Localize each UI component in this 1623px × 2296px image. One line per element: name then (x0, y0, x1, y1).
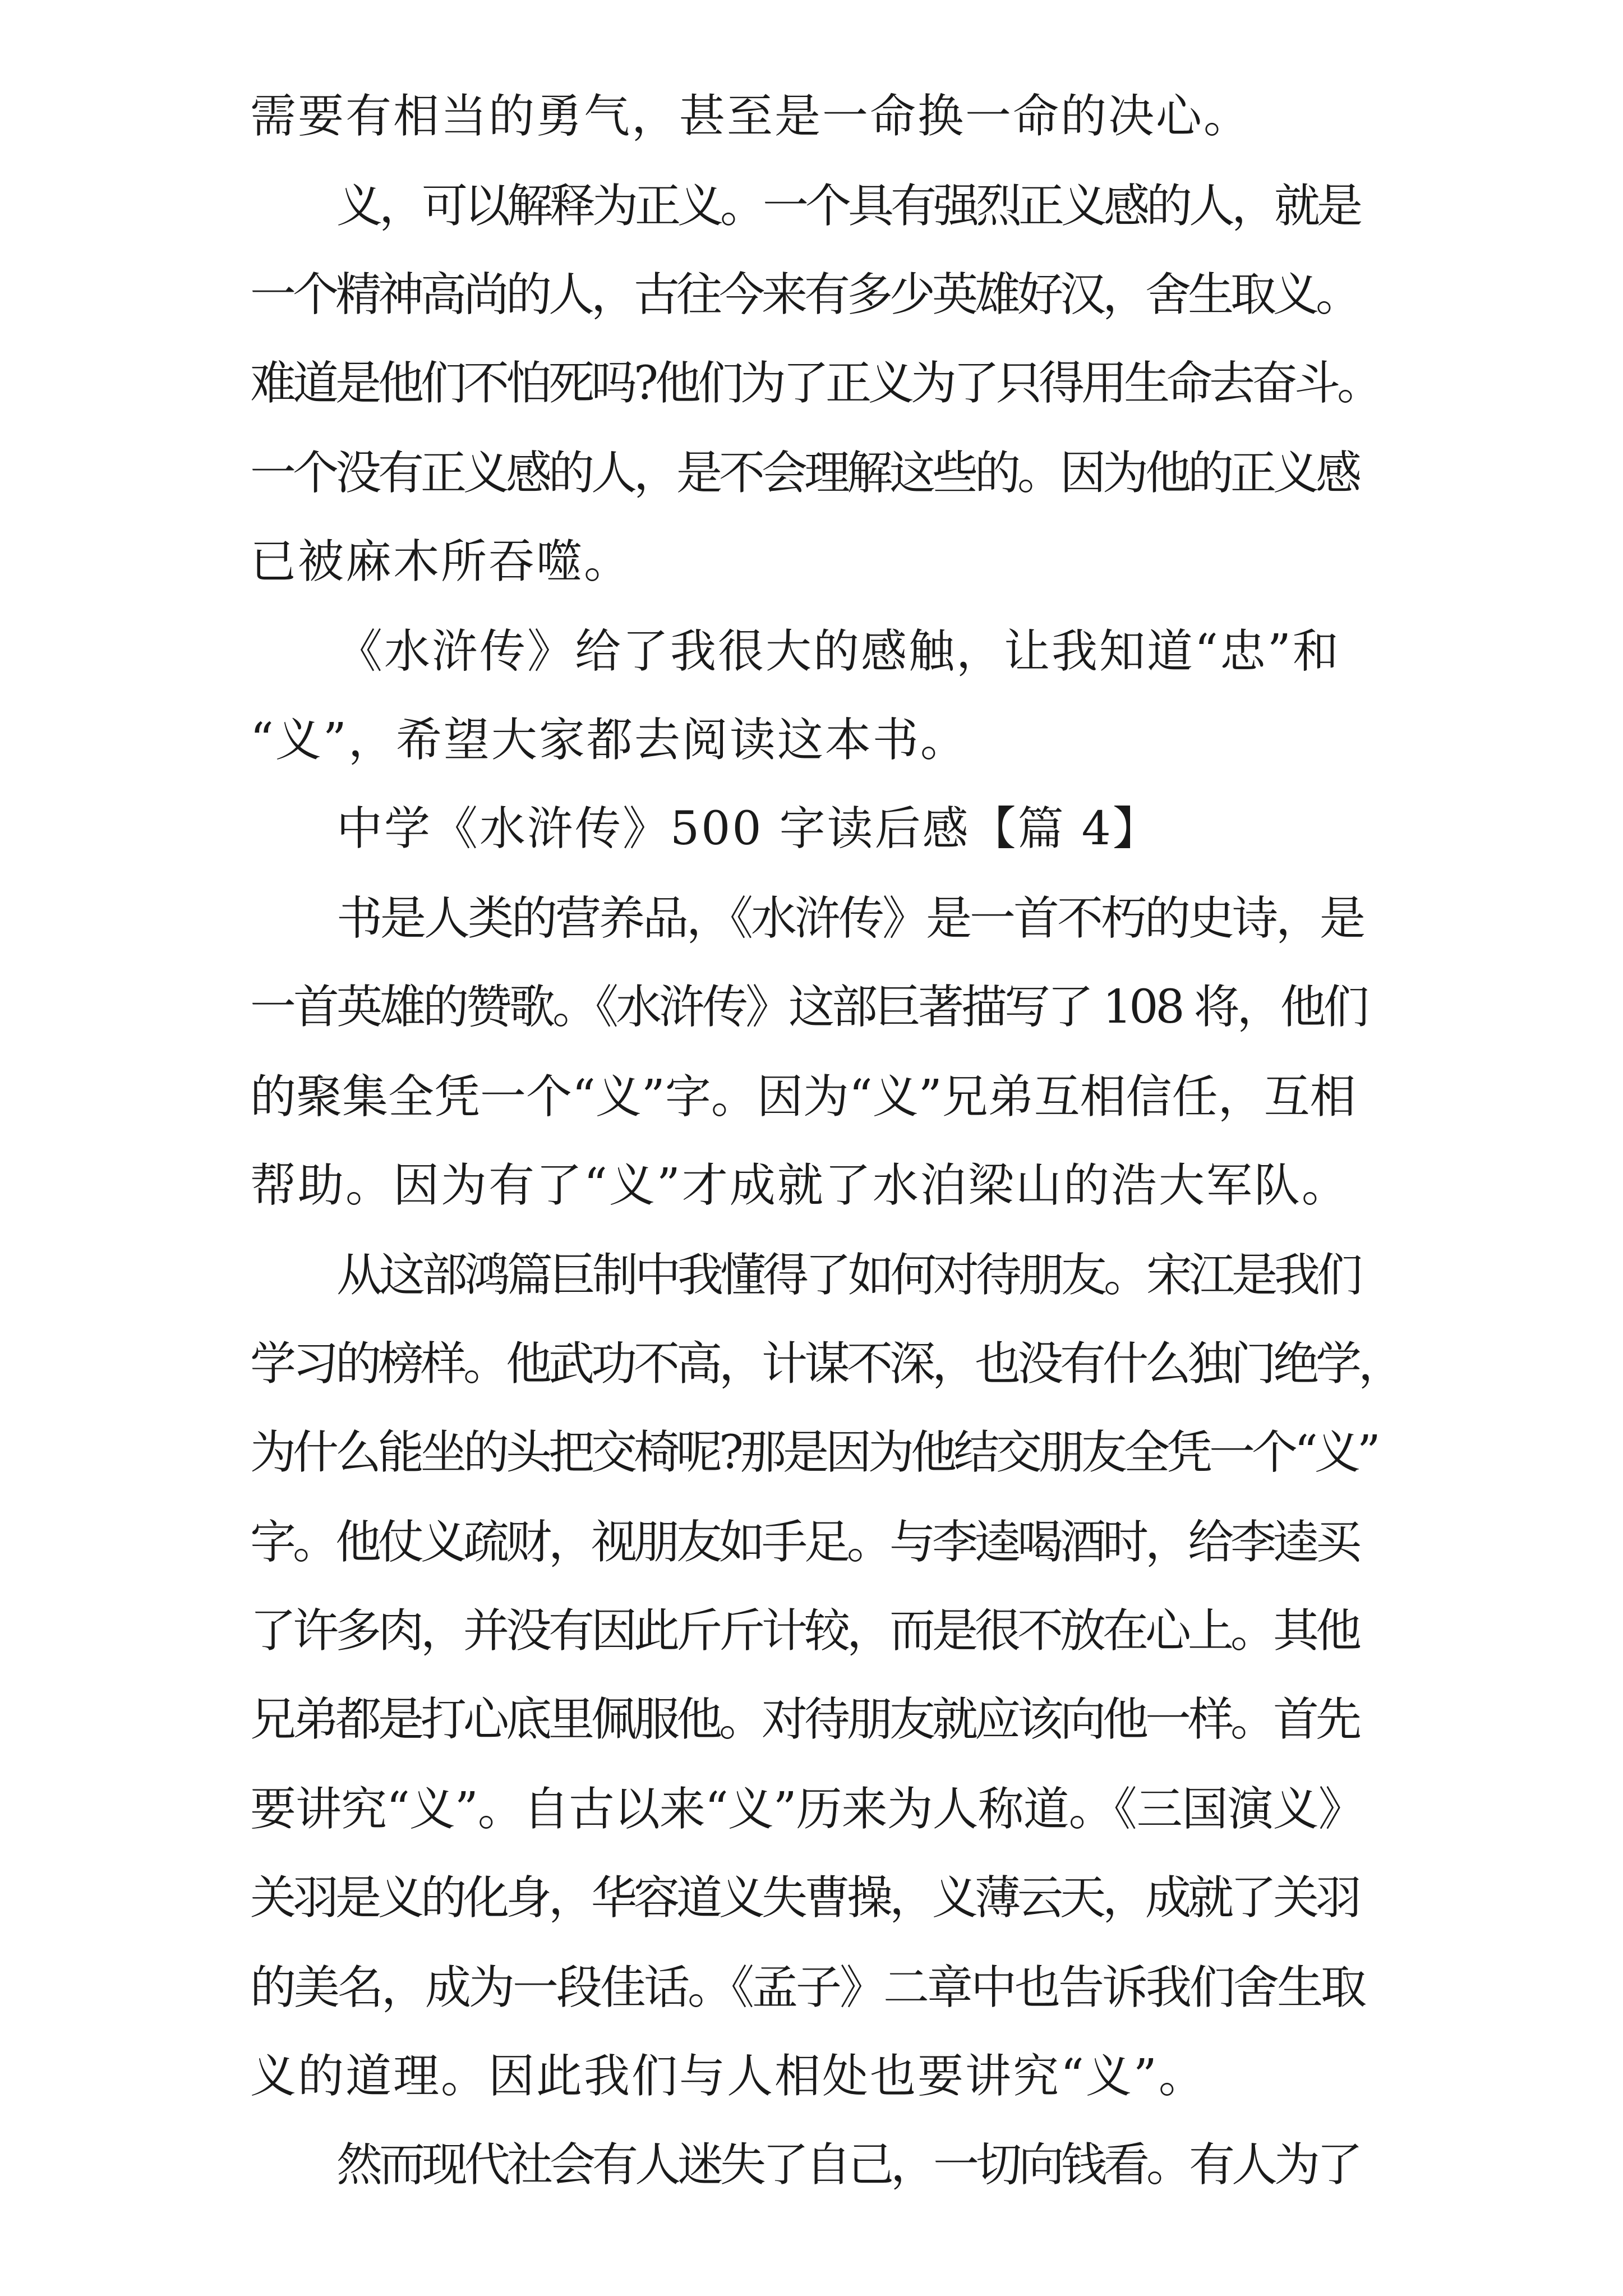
text-line: 义的道理。因此我们与人相处也要讲究“义”。 (250, 2050, 1206, 2103)
text-line: 需要有相当的勇气，甚至是一命换一命的决心。 (250, 90, 1252, 143)
text-line: 了许多肉，并没有因此斤斤计较，而是很不放在心上。其他 (250, 1604, 1359, 1658)
text-line: 兄弟都是打心底里佩服他。对待朋友就应该向他一样。首先 (250, 1693, 1359, 1746)
text-line: 帮助。因为有了“义”才成就了水泊梁山的浩大军队。 (250, 1159, 1349, 1212)
text-line: 一首英雄的赞歌。《水浒传》这部巨著描写了 108 将，他们 (250, 981, 1367, 1034)
text-line: 义，可以解释为正义。一个具有强烈正义感的人，就是 (336, 180, 1360, 233)
text-line: 的聚集全凭一个“义”字。因为“义”兄弟互相信任，互相 (250, 1070, 1356, 1124)
text-line: 关羽是义的化身，华容道义失曹操，义薄云天，成就了关羽 (250, 1871, 1359, 1925)
section-heading: 中学《水浒传》500 字读后感【篇 4】 (336, 802, 1160, 855)
text-line: 的美名，成为一段佳话。《孟子》二章中也告诉我们舍生取 (250, 1961, 1365, 2014)
text-line: 从这部鸿篇巨制中我懂得了如何对待朋友。宋江是我们 (336, 1249, 1360, 1302)
text-line: 学习的榜样。他武功不高，计谋不深，也没有什么独门绝学， (250, 1337, 1401, 1391)
text-line: 《水浒传》给了我很大的感触，让我知道“忠”和 (336, 625, 1340, 678)
text-line: 一个没有正义感的人，是不会理解这些的。因为他的正义感 (250, 447, 1359, 500)
text-line: 然而现代社会有人迷失了自己，一切向钱看。有人为了 (336, 2138, 1360, 2192)
text-line: 字。他仗义疏财，视朋友如手足。与李逵喝酒时，给李逵买 (250, 1516, 1359, 1569)
text-line: 一个精神高尚的人，古往今来有多少英雄好汉，舍生取义。 (250, 268, 1359, 321)
text-line: 要讲究“义”。自古以来“义”历来为人称道。《三国演义》 (250, 1783, 1364, 1836)
text-line: 已被麻木所吞噬。 (250, 535, 632, 588)
text-line: “义”，希望大家都去阅读这本书。 (250, 714, 968, 767)
text-line: 为什么能坐的头把交椅呢?那是因为他结交朋友全凭一个“义” (250, 1426, 1377, 1479)
text-line: 难道是他们不怕死吗?他们为了正义为了只得用生命去奋斗。 (250, 357, 1380, 410)
text-line: 书是人类的营养品，《水浒传》是一首不朽的史诗，是 (336, 892, 1364, 945)
